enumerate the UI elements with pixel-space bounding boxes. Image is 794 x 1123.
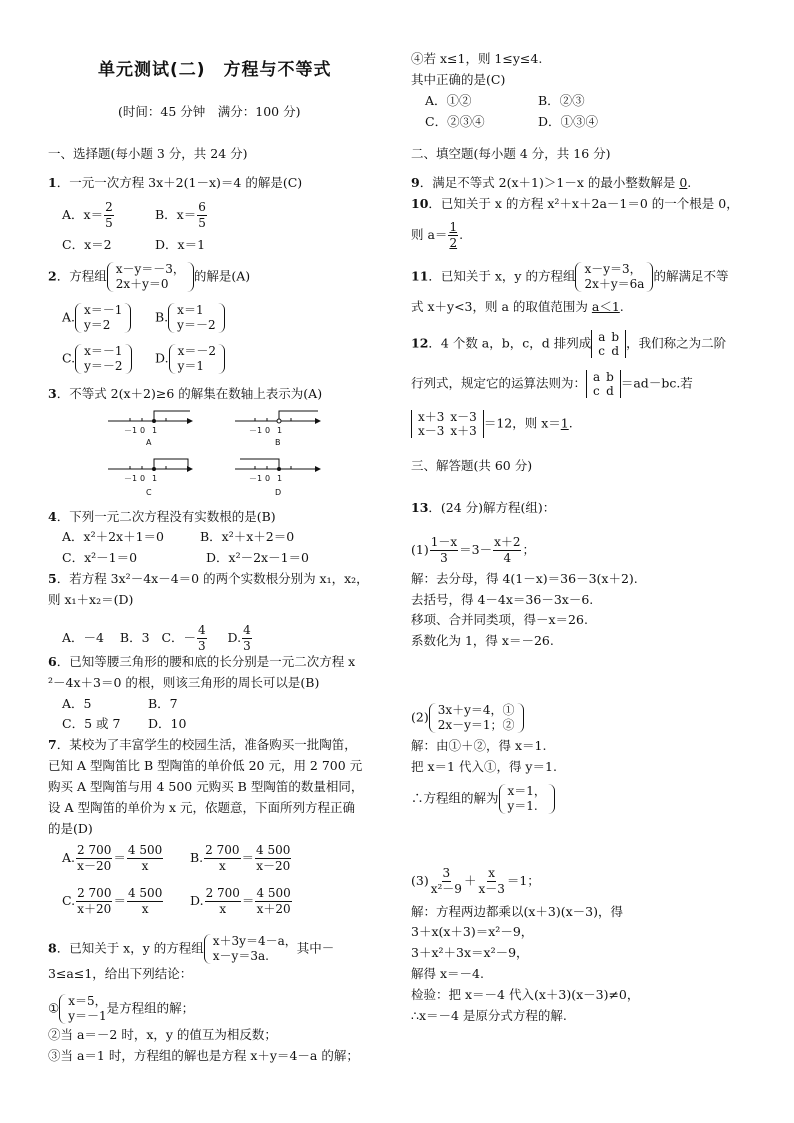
q13-part-3: (3) $\frac{3}{\text{x²－9}}$ ＋ $\frac{x}{x-3}$ ＝1； xyxy=(411,866,540,896)
page-title: 单元测试(二) 方程与不等式 xyxy=(98,60,332,80)
question-4: 4．下列一元二次方程没有实数根的是(B) xyxy=(48,509,276,524)
label-d: D xyxy=(275,488,282,497)
question-12-line3: x＋3 x－3 x－3 x＋3 ＝12，则 x＝1. xyxy=(411,410,573,438)
q8-ask: 其中正确的是(C) xyxy=(411,72,506,87)
q4-option-b: B．x²＋x＋2＝0 xyxy=(200,529,295,544)
label-b: B xyxy=(275,438,281,447)
q4-option-c: C．x²－1＝0 xyxy=(62,550,138,565)
q13-p3-step-1: 解：方程两边都乘以(x＋3)(x－3)，得 xyxy=(411,904,624,919)
answer-blank: a＜1 xyxy=(591,299,620,314)
q13-p1-step-3: 移项、合并同类项，得－x＝26. xyxy=(411,612,588,627)
question-9: 9．满足不等式 2(x＋1)＞1－x 的最小整数解是 0. xyxy=(411,175,692,190)
svg-text:－1: －1 xyxy=(249,474,263,483)
number-line-options xyxy=(100,405,340,501)
number-line-c xyxy=(108,459,192,497)
section-heading-fill: 二、填空题(每小题 4 分，共 16 分) xyxy=(411,146,611,161)
number-line-d xyxy=(235,459,320,497)
answer-blank: $\frac{1}{2}$ xyxy=(449,220,458,250)
q8-conclusion-2: ②当 a＝－2 时，x，y 的值互为相反数； xyxy=(48,1027,277,1042)
question-6: 6．已知等腰三角形的腰和底的长分别是一元二次方程 x xyxy=(48,654,356,669)
determinant-expression: x＋3 x－3 x－3 x＋3 xyxy=(411,410,484,438)
q7-option-d: D. $\frac{2 700}{x}$ ＝ $\frac{4 500}{x+20}$ xyxy=(190,886,291,916)
q13-p1-step-1: 解：去分母，得 4(1－x)＝36－3(x＋2). xyxy=(411,571,638,586)
question-stem: ．一元一次方程 3x＋2(1－x)＝4 的解是(C) xyxy=(56,175,303,190)
q13-p2-step-1: 解：由①＋②，得 x＝1. xyxy=(411,738,547,753)
question-12-line2: 行列式，规定它的运算法则为： a c b d ＝ad－bc.若 xyxy=(411,370,693,398)
q2-option-b: B. x＝1 y＝－2 xyxy=(155,303,225,333)
q13-p1-step-4: 系数化为 1，得 x＝－26. xyxy=(411,633,554,648)
q6-option-a: A．5 xyxy=(62,696,92,711)
q13-p1-step-2: 去括号，得 4－4x＝36－3x－6. xyxy=(411,592,594,607)
question-10: 10．已知关于 x 的方程 x²＋x＋2a－1＝0 的一个根是 0， xyxy=(411,196,739,211)
svg-text:－1: －1 xyxy=(249,426,263,435)
determinant-symbol: a c b d xyxy=(591,330,626,358)
q13-part-2: (2) 3x＋y＝4，① 2x－y＝1；② xyxy=(411,703,524,733)
q1-option-b: B．x＝ $\frac{6}{5}$ xyxy=(155,200,206,230)
svg-text:1: 1 xyxy=(152,426,158,435)
determinant-rule: a c b d xyxy=(586,370,621,398)
q13-p3-step-6: ∴x＝－4 是原分式方程的解. xyxy=(411,1008,567,1023)
question-6-line2: ²－4x＋3＝0 的根，则该三角形的周长可以是(B) xyxy=(48,675,320,690)
question-7-line5: 的是(D) xyxy=(48,821,93,836)
q1-option-c: C．x＝2 xyxy=(62,237,112,252)
question-12: 12．4 个数 a，b，c，d 排列成 a c b d ，我们称之为二阶 xyxy=(411,330,727,358)
svg-text:0: 0 xyxy=(265,426,271,435)
q2-option-c: C. x＝－1 y＝－2 xyxy=(62,344,132,374)
question-8-line2: 3≤a≤1，给出下列结论： xyxy=(48,966,193,981)
q6-option-b: B．7 xyxy=(148,696,178,711)
question-10-line2: 则 a＝ $\frac{1}{2}$ . xyxy=(411,220,464,250)
q8-conclusion-4: ④若 x≤1，则 1≤y≤4. xyxy=(411,51,543,66)
q4-option-d: D．x²－2x－1＝0 xyxy=(206,550,309,565)
q8-conclusion-3: ③当 a＝1 时，方程组的解也是方程 x＋y＝4－a 的解； xyxy=(48,1048,359,1063)
question-7-line3: 购买 A 型陶笛与用 4 500 元购买 B 型陶笛的数量相同， xyxy=(48,779,364,794)
q5-options: A．－4 B．3 C．－ $\frac{4}{3}$ D. $\frac{4}{3}$ xyxy=(62,623,251,653)
svg-text:1: 1 xyxy=(152,474,158,483)
question-7-line4: 设 A 型陶笛的单价为 x 元，依题意，下面所列方程正确 xyxy=(48,800,355,815)
q7-option-c: C. $\frac{2 700}{x+20}$ ＝ $\frac{4 500}{x}$ xyxy=(62,886,163,916)
q1-option-a: A．x＝ $\frac{2}{5}$ xyxy=(62,200,113,230)
label-a: A xyxy=(146,438,152,447)
question-5: 5．若方程 3x²－4x－4＝0 的两个实数根分别为 x₁，x₂， xyxy=(48,571,369,586)
question-2: 2．方程组 x－y＝－3， 2x＋y＝0 的解是(A) xyxy=(48,262,251,291)
section-heading-solve: 三、解答题(共 60 分) xyxy=(411,458,533,473)
section-heading-choice: 一、选择题(每小题 3 分，共 24 分) xyxy=(48,146,248,161)
q6-option-c: C．5 或 7 xyxy=(62,716,121,731)
q6-option-d: D．10 xyxy=(148,716,187,731)
question-7: 7．某校为了丰富学生的校园生活，准备购买一批陶笛， xyxy=(48,737,357,752)
answer-blank: 0 xyxy=(679,175,688,190)
q8-option-a: A．①② xyxy=(425,93,472,108)
question-number: 1 xyxy=(48,175,57,190)
q13-p3-step-2: 3＋x(x＋3)＝x²－9， xyxy=(411,924,534,939)
question-3: 3．不等式 2(x＋2)≥6 的解集在数轴上表示为(A) xyxy=(48,386,323,401)
q13-part-1: (1) $\frac{1-x}{3}$ ＝3－ $\frac{x+2}{4}$ ； xyxy=(411,535,535,565)
question-11-line2: 式 x＋y<3，则 a 的取值范围为 a＜1. xyxy=(411,299,624,314)
label-c: C xyxy=(146,488,152,497)
answer-blank: 1 xyxy=(560,415,569,431)
svg-text:－1: －1 xyxy=(124,426,138,435)
q7-option-a: A. $\frac{2 700}{x-20}$ ＝ $\frac{4 500}{x}$ xyxy=(62,843,163,873)
svg-text:0: 0 xyxy=(265,474,271,483)
svg-text:1: 1 xyxy=(277,426,283,435)
question-5-line2: 则 x₁＋x₂＝(D) xyxy=(48,592,134,607)
question-13: 13．(24 分)解方程(组)： xyxy=(411,500,556,515)
q13-p2-step-2: 把 x＝1 代入①，得 y＝1. xyxy=(411,759,557,774)
q13-p2-final: ∴方程组的解为 x＝1， y＝1. xyxy=(411,784,555,814)
svg-text:0: 0 xyxy=(140,474,146,483)
question-7-line2: 已知 A 型陶笛比 B 型陶笛的单价低 20 元，用 2 700 元 xyxy=(48,758,363,773)
q13-p3-step-4: 解得 x＝－4. xyxy=(411,966,484,981)
q4-option-a: A．x²＋2x＋1＝0 xyxy=(62,529,164,544)
question-8: 8．已知关于 x，y 的方程组 x＋3y＝4－a， x－y＝3a. 其中－ xyxy=(48,934,335,963)
page-subtitle: (时间：45 分钟 满分：100 分) xyxy=(118,104,301,119)
q8-conclusion-1: ① x＝5， y＝－1 是方程组的解； xyxy=(48,994,195,1023)
q13-p3-step-3: 3＋x²＋3x＝x²－9， xyxy=(411,945,529,960)
number-line-b xyxy=(235,411,320,447)
q1-option-d: D．x＝1 xyxy=(155,237,206,252)
q2-option-a: A. x＝－1 y＝2 xyxy=(62,303,131,333)
number-line-a xyxy=(108,411,192,447)
svg-text:－1: －1 xyxy=(124,474,138,483)
q7-option-b: B. $\frac{2 700}{x}$ ＝ $\frac{4 500}{x-20}$ xyxy=(190,843,291,873)
svg-text:0: 0 xyxy=(140,426,146,435)
question-11: 11．已知关于 x，y 的方程组 x－y＝3， 2x＋y＝6a 的解满足不等 xyxy=(411,262,729,291)
q8-option-c: C．②③④ xyxy=(425,114,485,129)
svg-text:1: 1 xyxy=(277,474,283,483)
q2-option-d: D. x＝－2 y＝1 xyxy=(155,344,225,374)
q13-p3-step-5: 检验：把 x＝－4 代入(x＋3)(x－3)≠0， xyxy=(411,987,640,1002)
question-1 xyxy=(48,175,302,191)
q8-option-b: B．②③ xyxy=(538,93,585,108)
q8-option-d: D．①③④ xyxy=(538,114,599,129)
